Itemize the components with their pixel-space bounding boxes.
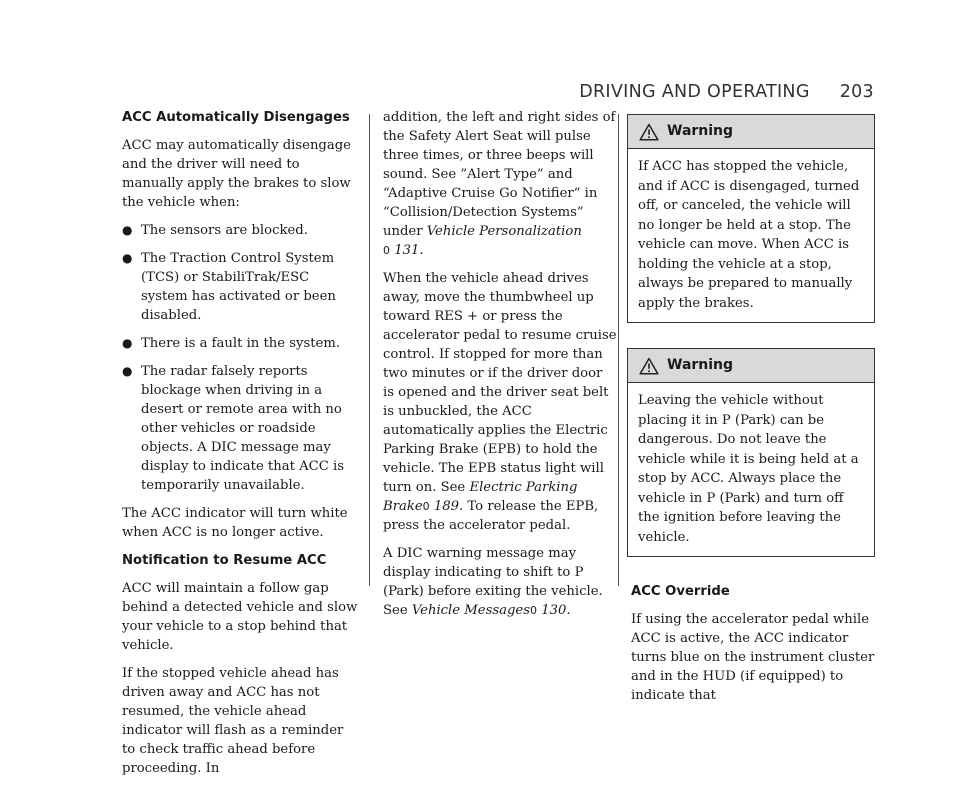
paragraph-text: A DIC warning message may display indicating to shift to P (Park) before exiting the vehicle. See <box>383 546 603 618</box>
warning-body: If ACC has stopped the vehicle, and if ACC is disengaged, turned off, or canceled, the vehicle will no longer be held at a stop. The vehicle can move. When ACC is holding the vehicle at a stop, always be prepared to manually apply the brakes. <box>638 159 860 311</box>
bullet-text: The radar falsely reports blockage when driving in a desert or remote area with no other vehicles or roadside objects. A DIC message may display to indicate that ACC is temporarily unavailable. <box>141 364 344 493</box>
paragraph: The ACC indicator will turn white when ACC is no longer active. <box>122 506 348 540</box>
column-divider <box>369 114 370 586</box>
page-number: 203 <box>839 82 874 102</box>
paragraph-text: When the vehicle ahead drives away, move the thumbwheel up toward RES + or press the accelerator pedal to resume cruise control. If stopped for more than two minutes or if the driver door is opened and the driver seat belt is unbuckled, the ACC automatically applies the Electric Parking Brake (EPB) to hold the vehicle. The EPB status light will turn on. See <box>383 271 617 495</box>
bullet-text: There is a fault in the system. <box>141 336 341 351</box>
warning-title: Warning <box>667 357 734 373</box>
bullet-icon: ● <box>122 223 133 237</box>
section-heading: Notification to Resume ACC <box>122 553 327 568</box>
paragraph: ACC may automatically disengage and the driver will need to manually apply the brakes to slow the vehicle when: <box>122 138 351 210</box>
paragraph: If the stopped vehicle ahead has driven away and ACC has not resumed, the vehicle ahead indicator will flash as a reminder to check traffic ahead before proceeding. In <box>122 666 344 776</box>
cross-reference-link[interactable]: Vehicle Messages <box>411 603 530 618</box>
warning-triangle-icon <box>639 357 659 375</box>
cross-reference-link[interactable]: Electric Parking Brake <box>383 480 578 514</box>
section-heading: ACC Automatically Disengages <box>122 110 350 125</box>
section-heading: ACC Override <box>631 584 730 599</box>
bullet-text: The Traction Control System (TCS) or StabiliTrak/ESC system has activated or been disabled. <box>141 251 336 323</box>
paragraph: If using the accelerator pedal while ACC is active, the ACC indicator turns blue on the instrument cluster and in the HUD (if equipped) to indicate that <box>631 612 875 703</box>
warning-header <box>628 115 874 149</box>
column-divider <box>618 114 619 586</box>
paragraph <box>383 269 617 535</box>
bullet-item <box>122 334 360 353</box>
bullet-icon: ● <box>122 364 133 378</box>
page-ref-arrow-icon: 0 <box>530 604 537 617</box>
bullet-item <box>122 221 360 240</box>
cross-reference-link[interactable]: Vehicle Personalization <box>426 224 582 239</box>
paragraph <box>383 544 617 620</box>
bullet-item <box>122 249 360 325</box>
section-title: DRIVING AND OPERATING <box>579 82 810 102</box>
column-right <box>627 114 875 714</box>
paragraph <box>383 108 617 260</box>
bullet-icon: ● <box>122 251 133 265</box>
paragraph-text: addition, the left and right sides of the Safety Alert Seat will pulse three times, or three beeps will sound. See ”Alert Type” and “Adaptive Cruise Go Notifier” in “Collision/Detection Systems” under <box>383 110 616 239</box>
warning-box <box>627 114 875 323</box>
warning-body: Leaving the vehicle without placing it in P (Park) can be dangerous. Do not leave the vehicle while it is being held at a stop by ACC. Always place the vehicle in P (Park) and turn off the ignition before leaving the vehicle. <box>638 393 859 545</box>
paragraph-text: . <box>566 603 571 618</box>
warning-triangle-icon <box>639 123 659 141</box>
paragraph-text: . <box>419 243 424 258</box>
page-ref-number[interactable]: 189 <box>433 499 460 514</box>
warning-box <box>627 348 875 557</box>
bullet-text: The sensors are blocked. <box>141 223 308 238</box>
warning-header <box>628 349 874 383</box>
bullet-icon: ● <box>122 336 133 350</box>
page-ref-number[interactable]: 130 <box>541 603 567 618</box>
warning-title: Warning <box>667 123 734 139</box>
paragraph: ACC will maintain a follow gap behind a detected vehicle and slow your vehicle to a stop behind that vehicle. <box>122 581 358 653</box>
column-middle <box>383 108 617 629</box>
page-header <box>579 82 874 102</box>
page-ref-number[interactable]: 131 <box>394 243 420 258</box>
page-ref-arrow-icon: 0 <box>383 244 390 257</box>
page-ref-arrow-icon: 0 <box>422 500 430 513</box>
column-left <box>122 108 360 787</box>
paragraph-text: . To release the EPB, press the accelerator pedal. <box>383 499 599 533</box>
bullet-item <box>122 362 360 495</box>
